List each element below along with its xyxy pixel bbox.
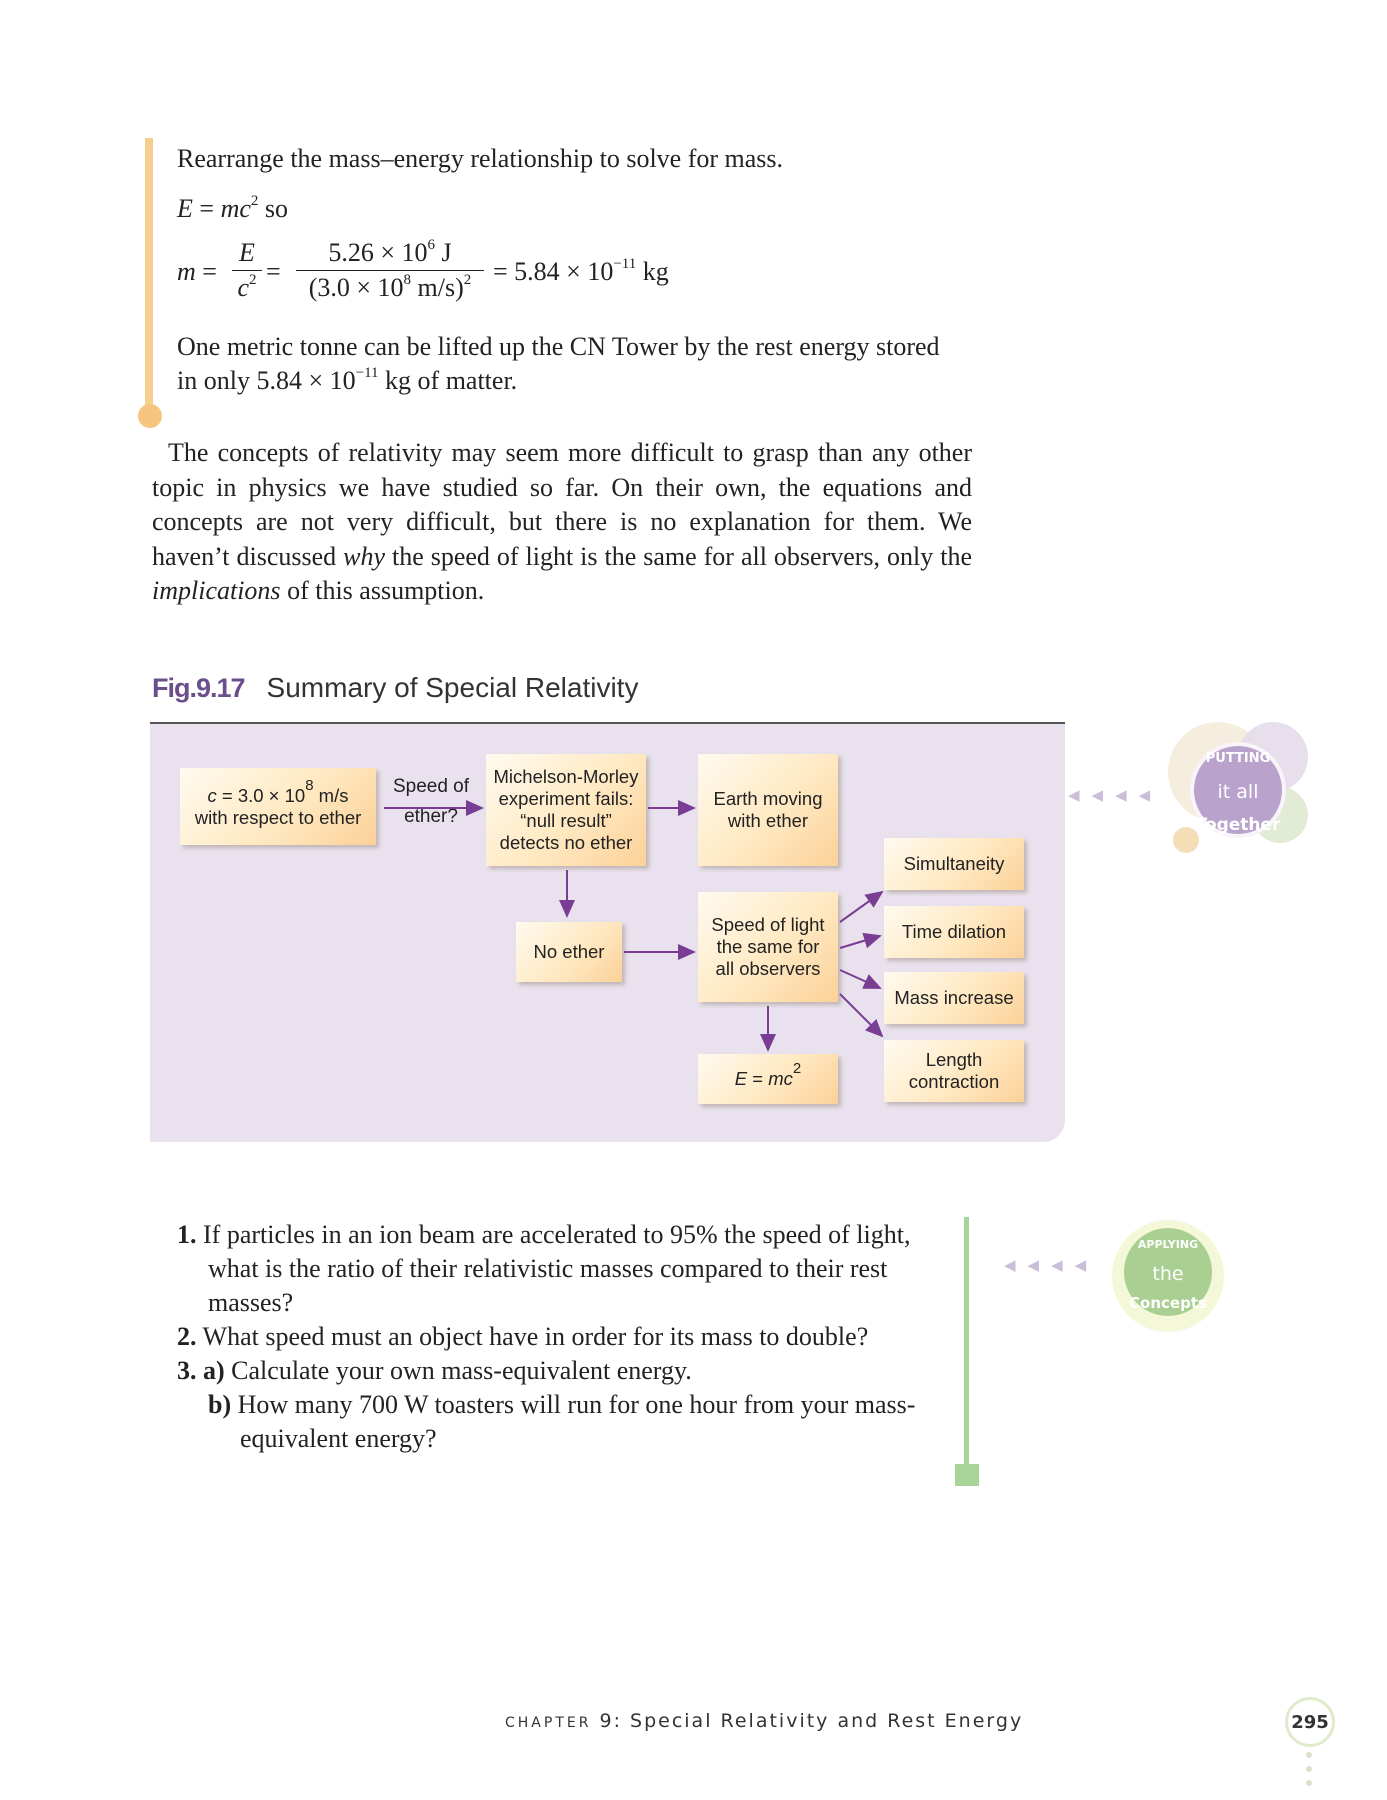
svg-text:the: the <box>1152 1263 1184 1285</box>
fraction-numeric: $5.26 \times 10^6$ J ($3.0 \times 10^8$ m/s)$^2$ <box>296 238 484 303</box>
arrow-sol-to-simultaneity <box>840 892 882 922</box>
putting-it-all-together-badge <box>1158 712 1318 862</box>
question-3a: 3. a) Calculate your own mass-equivalent energy. <box>177 1356 692 1385</box>
box-simultaneity: Simultaneity <box>884 838 1024 890</box>
box-speed-of-light: Speed of light the same for all observers <box>698 892 838 1002</box>
svg-text:Concepts: Concepts <box>1129 1294 1207 1312</box>
box-emc2: $E = mc^2$ <box>698 1054 838 1104</box>
questions-sidebar-bar <box>964 1217 969 1475</box>
box-mass-increase: Mass increase <box>884 972 1024 1024</box>
triangle-pointers-top: ◀◀◀◀ <box>1068 786 1163 804</box>
example-intro: Rearrange the mass–energy relationship to solve for mass. <box>177 144 784 173</box>
equation-emc2: $E = mc^2$ so <box>177 193 289 223</box>
mass-variable: m = <box>177 257 217 286</box>
page-dot <box>1306 1780 1312 1786</box>
arrow-sol-to-length <box>840 994 882 1036</box>
applying-the-concepts-badge <box>1110 1216 1230 1336</box>
arrow-sol-to-mass-increase <box>840 970 880 988</box>
figure-number: Fig.9.17 <box>152 673 245 703</box>
svg-text:Together: Together <box>1195 815 1281 835</box>
box-earth-moving: Earth moving with ether <box>698 754 838 866</box>
box-time-dilation: Time dilation <box>884 906 1024 958</box>
page-dot <box>1306 1752 1312 1758</box>
box-length-contraction: Length contraction <box>884 1040 1024 1102</box>
question-3b-line2: equivalent energy? <box>240 1424 437 1453</box>
question-2: 2. What speed must an object have in order for its mass to double? <box>177 1322 869 1351</box>
body-paragraph: The concepts of relativity may seem more difficult to grasp than any other topic in physics we have studied so far. On their own, the equations and concepts are not very difficult, but there is no explanation for them. We haven’t discussed why the speed of light is the same for all observers, only the implications of this assumption. <box>152 438 972 605</box>
mass-result: = $5.84 \times 10^{-11}$ kg <box>493 256 669 286</box>
page-dot <box>1306 1766 1312 1772</box>
question-1-line2: what is the ratio of their relativistic masses compared to their rest <box>208 1254 888 1283</box>
equals-sign: = <box>266 257 281 286</box>
svg-text:it all: it all <box>1217 781 1259 803</box>
box-c-ether: $c = 3.0 \times 10^8$ m/s with respect to ether <box>180 768 376 845</box>
figure-title: Summary of Special Relativity <box>266 672 639 703</box>
example-conclusion-line2: in only $5.84 \times 10^{-11}$ kg of matter. <box>177 365 518 395</box>
question-3b: b) How many 700 W toasters will run for one hour from your mass- <box>208 1390 916 1419</box>
triangle-pointers-bottom: ◀◀◀◀ <box>1004 1256 1099 1274</box>
svg-text:APPLYING: APPLYING <box>1137 1238 1199 1251</box>
example-conclusion-line1: One metric tonne can be lifted up the CN Tower by the rest energy stored <box>177 332 940 361</box>
box-michelson-morley: Michelson-Morley experiment fails: “null result” detects no ether <box>486 754 646 866</box>
svg-text:PUTTING: PUTTING <box>1205 751 1271 766</box>
fraction-e-over-c2: E $c^2$ <box>232 238 262 303</box>
questions-sidebar-end <box>955 1464 979 1486</box>
chapter-footer: CHAPTER 9: Special Relativity and Rest Energy <box>505 1710 1024 1732</box>
question-1-line3: masses? <box>208 1288 294 1317</box>
page-number: 295 <box>1285 1697 1335 1747</box>
box-no-ether: No ether <box>516 922 622 982</box>
arrow-sol-to-time-dilation <box>840 936 880 948</box>
label-speed-of-ether: Speed of ether? <box>392 776 470 827</box>
question-1: 1. If particles in an ion beam are accelerated to 95% the speed of light, <box>177 1220 911 1249</box>
